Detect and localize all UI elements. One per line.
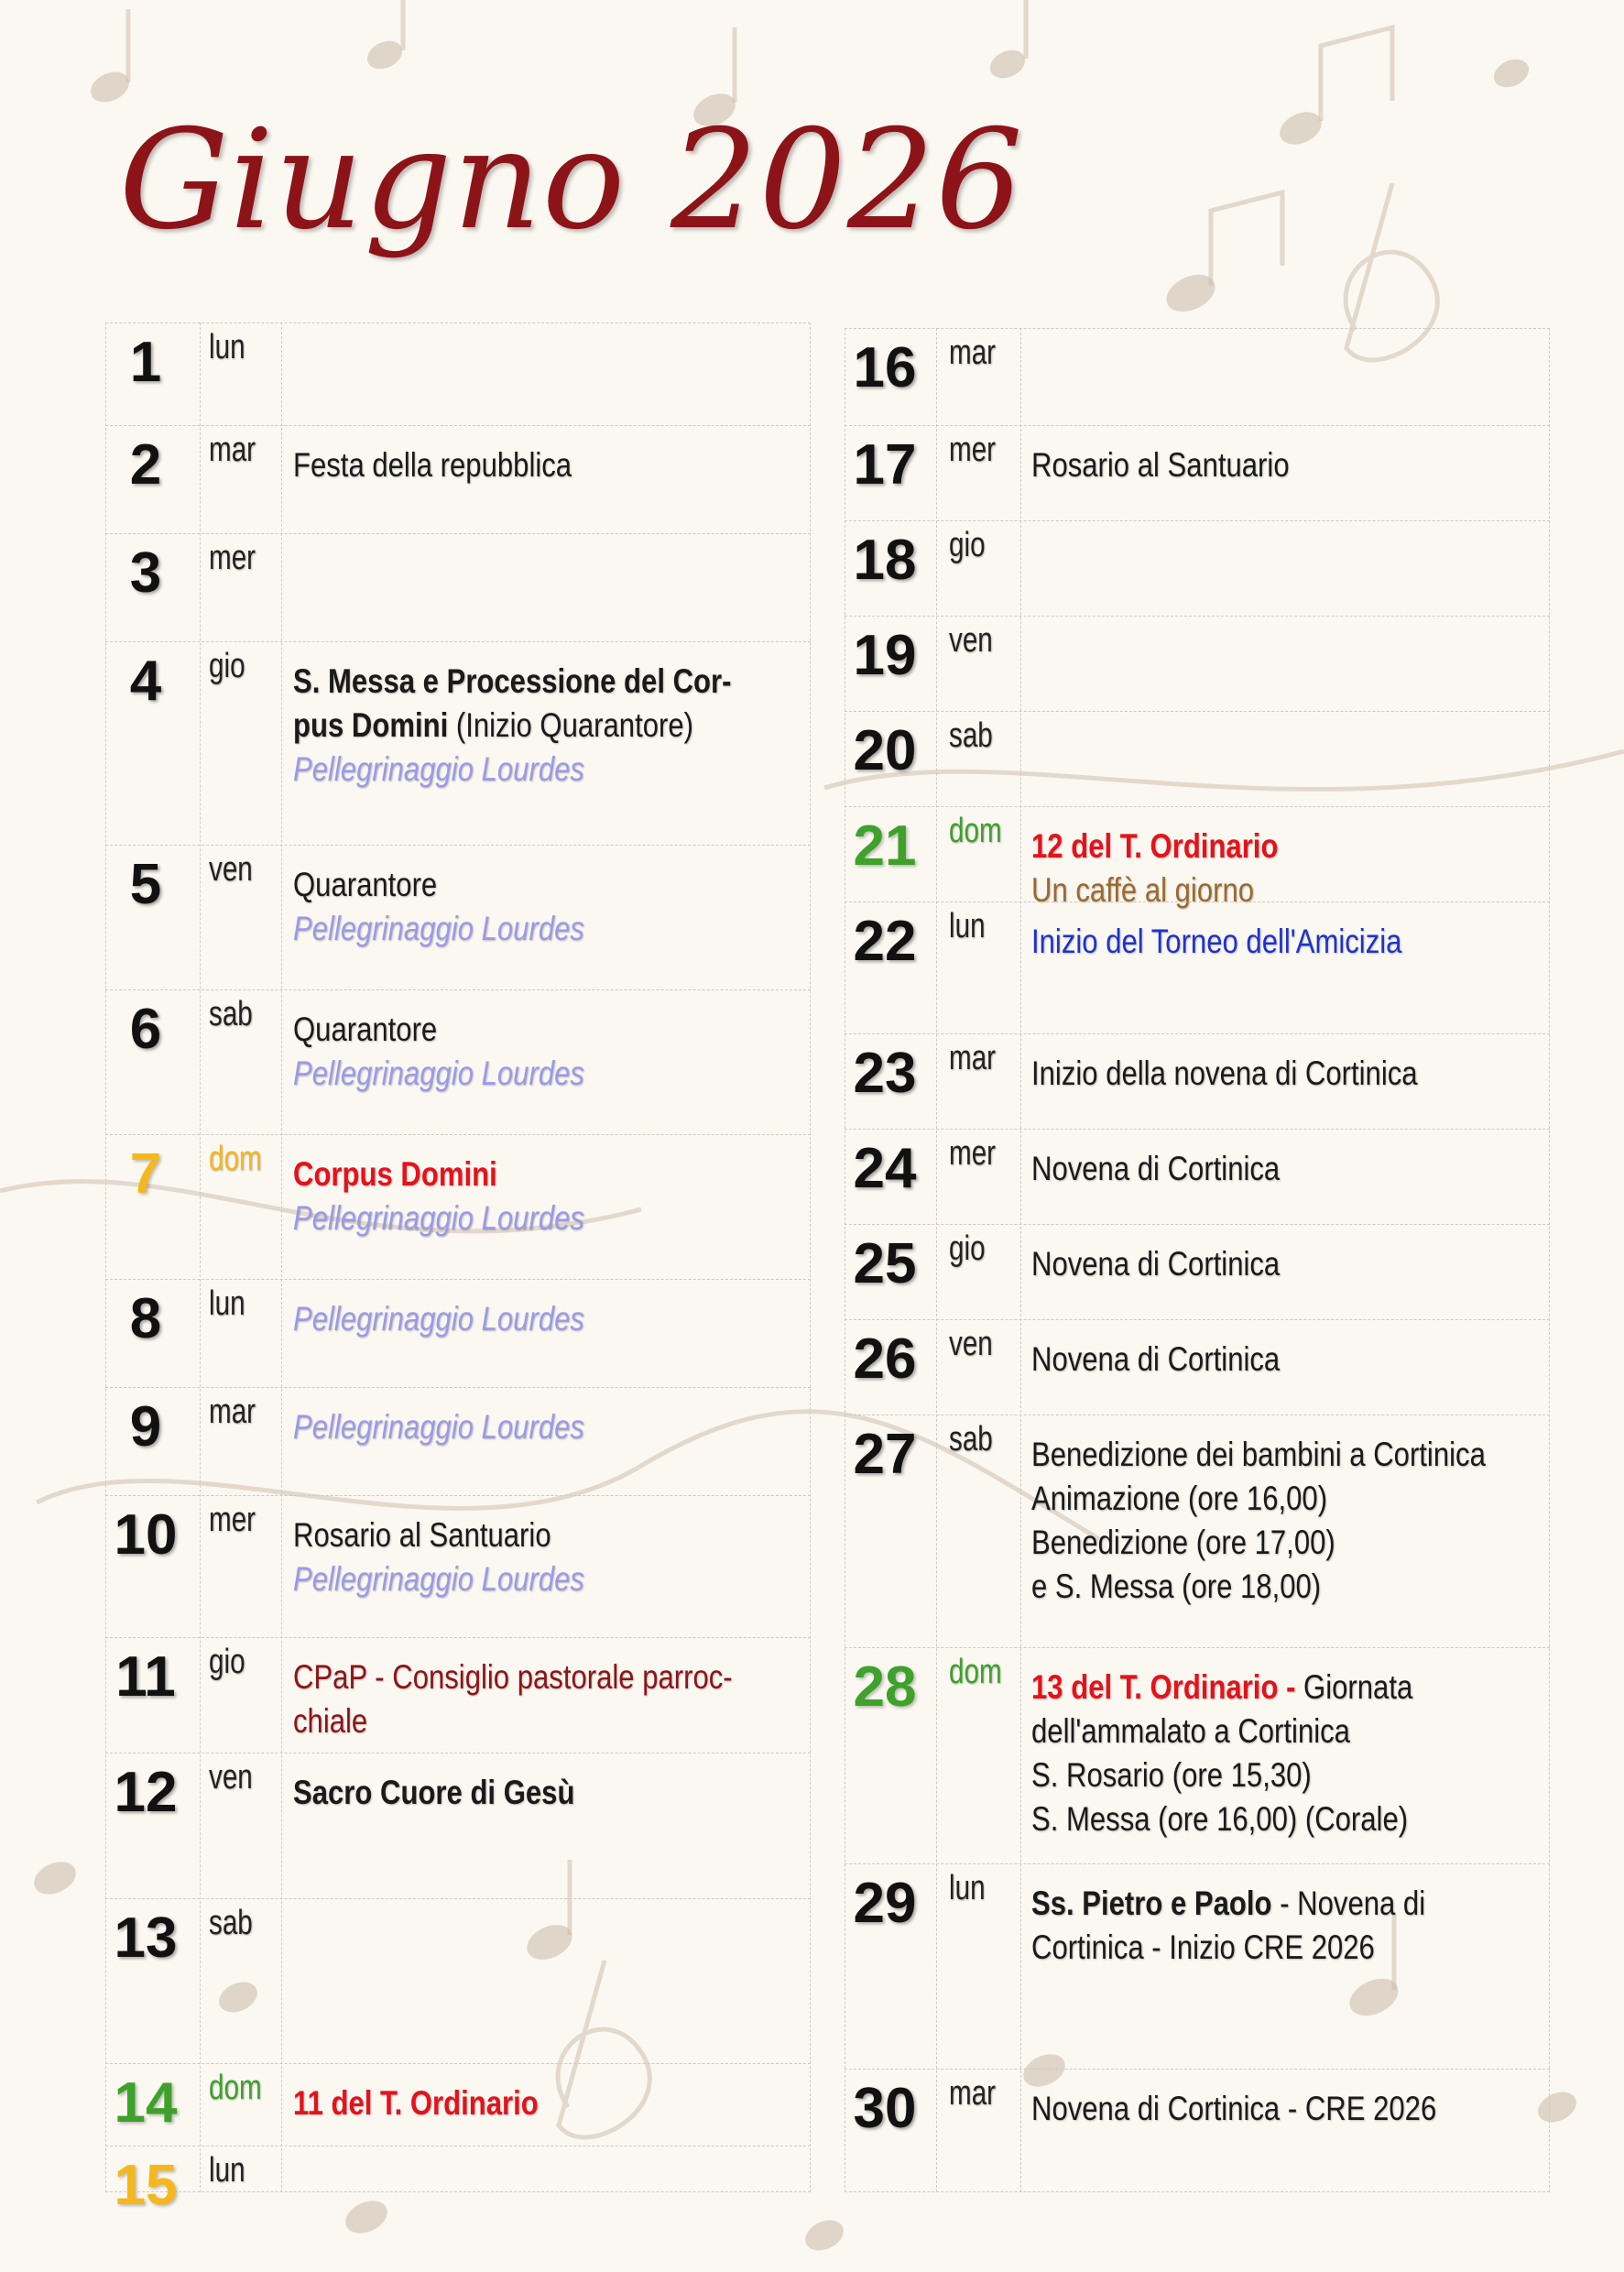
event-line [293, 704, 731, 748]
event-line [293, 863, 584, 907]
event-line [293, 748, 731, 792]
event-text-suffix: (Inizio Quarantore) [455, 706, 693, 744]
event-text: Inizio del Torneo dell'Amicizia [1031, 923, 1402, 960]
calendar-column-left [105, 322, 811, 2217]
weekday-label: lun [209, 2151, 245, 2190]
event-list [293, 863, 584, 951]
weekday-label: mar [209, 431, 256, 469]
event-text: dell'ammalato a Cortinica [1031, 1712, 1350, 1750]
event-text-suffix: Giornata [1303, 1668, 1413, 1706]
event-list [293, 1008, 584, 1096]
event-text: Novena di Cortinica [1031, 1340, 1281, 1378]
event-line [1031, 1709, 1412, 1753]
weekday-label: lun [209, 328, 245, 366]
event-text: chiale [293, 1702, 368, 1740]
event-text: 12 del T. Ordinario [1031, 827, 1279, 865]
calendar-day-row [105, 1387, 811, 1495]
calendar-day-row [845, 1033, 1550, 1129]
day-number: 22 [853, 910, 917, 973]
calendar-day-row [105, 845, 811, 989]
event-text: Ss. Pietro e Paolo [1031, 1884, 1272, 1922]
day-number: 25 [853, 1232, 917, 1295]
weekday-label: ven [209, 1758, 253, 1797]
event-line [1031, 1926, 1425, 1970]
event-text: CPaP - Consiglio pastorale parroc- [293, 1658, 733, 1696]
event-list [293, 1405, 584, 1449]
event-list [293, 1771, 574, 1815]
event-list [1031, 920, 1401, 964]
day-number: 17 [853, 433, 917, 497]
event-text: Rosario al Santuario [293, 1516, 551, 1554]
calendar-day-row [845, 711, 1550, 806]
event-line [1031, 1666, 1412, 1709]
event-text: pus Domini [293, 706, 449, 744]
event-line [293, 1297, 584, 1341]
day-number: 12 [114, 1761, 178, 1824]
event-line [1031, 1797, 1412, 1841]
event-text: e S. Messa (ore 18,00) [1031, 1567, 1322, 1605]
event-list [1031, 1666, 1412, 1841]
weekday-label: mer [209, 1501, 256, 1539]
day-number: 21 [853, 814, 917, 878]
day-number: 5 [129, 853, 162, 916]
weekday-label: sab [209, 995, 253, 1033]
day-number: 4 [129, 650, 162, 713]
day-number: 30 [853, 2077, 917, 2140]
day-number: 15 [114, 2154, 178, 2217]
event-line [293, 907, 584, 951]
event-text: Pellegrinaggio Lourdes [293, 1560, 584, 1598]
calendar-day-row [845, 1647, 1550, 1863]
weekday-label: gio [949, 1229, 986, 1268]
weekday-label: mar [209, 1393, 256, 1431]
event-line [293, 1699, 733, 1743]
event-text: Pellegrinaggio Lourdes [293, 910, 584, 947]
event-text: S. Rosario (ore 15,30) [1031, 1756, 1312, 1794]
event-line [293, 1052, 584, 1096]
weekday-label: sab [949, 716, 993, 755]
event-text: Pellegrinaggio Lourdes [293, 1054, 584, 1092]
event-list [293, 1513, 584, 1601]
weekday-label: mar [949, 333, 997, 372]
event-line [1031, 1433, 1486, 1477]
event-line [1031, 1242, 1280, 1286]
calendar-day-row [105, 2063, 811, 2146]
weekday-label: mer [949, 431, 997, 469]
event-line [1031, 1477, 1486, 1521]
event-list [293, 2081, 539, 2125]
event-line [293, 1008, 584, 1052]
calendar-day-row [105, 533, 811, 641]
event-line [293, 1405, 584, 1449]
event-line [293, 1513, 584, 1557]
day-number: 9 [129, 1395, 162, 1458]
event-text: Benedizione (ore 17,00) [1031, 1524, 1335, 1561]
day-number: 1 [129, 331, 162, 394]
event-text: Benedizione dei bambini a Cortinica [1031, 1436, 1486, 1473]
weekday-label: gio [949, 526, 986, 564]
event-text: 13 del T. Ordinario - [1031, 1668, 1296, 1706]
weekday-label: ven [209, 850, 253, 889]
day-number: 23 [853, 1042, 917, 1105]
event-list [293, 1655, 733, 1743]
event-line [1031, 1147, 1280, 1191]
event-text: Animazione (ore 16,00) [1031, 1480, 1328, 1517]
event-line [1031, 1753, 1412, 1797]
weekday-label: mar [949, 1039, 997, 1077]
weekday-label: lun [949, 907, 986, 945]
day-number: 24 [853, 1137, 917, 1200]
page-title: Giugno 2026 [119, 101, 1024, 260]
event-line [293, 1655, 733, 1699]
event-text: Pellegrinaggio Lourdes [293, 1300, 584, 1338]
event-text: S. Messa (ore 16,00) (Corale) [1031, 1800, 1409, 1838]
event-text: S. Messa e Processione del Cor- [293, 662, 732, 700]
day-number: 10 [114, 1503, 178, 1567]
event-line [293, 1196, 584, 1240]
event-text: Cortinica - Inizio CRE 2026 [1031, 1928, 1375, 1966]
calendar-day-row [845, 1863, 1550, 2069]
event-text: Corpus Domini [293, 1155, 497, 1193]
event-line [1031, 920, 1401, 964]
calendar-day-row [105, 1753, 811, 1898]
event-list [1031, 1882, 1425, 1970]
day-number: 20 [853, 719, 917, 782]
event-text: Rosario al Santuario [1031, 446, 1290, 484]
weekday-label: mar [949, 2074, 997, 2113]
calendar-day-row [845, 1224, 1550, 1319]
calendar-day-row [105, 1898, 811, 2063]
event-text: Quarantore [293, 866, 438, 903]
weekday-label: ven [949, 1325, 993, 1363]
weekday-label: dom [209, 1140, 262, 1178]
calendar-day-row [105, 1495, 811, 1637]
event-line [1031, 1052, 1418, 1096]
event-text: Pellegrinaggio Lourdes [293, 1408, 584, 1446]
event-line [293, 1152, 584, 1196]
calendar-column-right [845, 328, 1550, 2192]
event-line [293, 443, 572, 487]
event-text: Novena di Cortinica [1031, 1150, 1281, 1187]
event-line [1031, 1521, 1486, 1565]
weekday-label: sab [949, 1420, 993, 1458]
calendar-day-row [845, 901, 1550, 1033]
calendar-day-row [105, 1279, 811, 1387]
weekday-label: dom [209, 2069, 262, 2107]
event-list [293, 1152, 584, 1240]
day-number: 2 [129, 433, 162, 497]
event-list [1031, 1147, 1280, 1191]
day-number: 11 [115, 1645, 176, 1709]
event-line [1031, 1565, 1486, 1609]
event-text: Festa della repubblica [293, 446, 572, 484]
weekday-label: lun [209, 1284, 245, 1323]
day-number: 26 [853, 1327, 917, 1391]
day-number: 27 [853, 1423, 917, 1486]
calendar-day-row [845, 1415, 1550, 1647]
calendar-day-row [845, 328, 1550, 425]
calendar-day-row [845, 520, 1550, 616]
day-number: 14 [114, 2071, 178, 2135]
event-line [1031, 1338, 1280, 1382]
weekday-label: mer [949, 1134, 997, 1173]
weekday-label: sab [209, 1904, 253, 1942]
weekday-label: gio [209, 647, 245, 685]
event-text: 11 del T. Ordinario [293, 2084, 539, 2122]
calendar-day-row [105, 989, 811, 1134]
event-list [293, 1297, 584, 1341]
weekday-label: lun [949, 1869, 986, 1907]
day-number: 3 [129, 541, 162, 605]
event-line [293, 660, 731, 704]
event-line [293, 1771, 574, 1815]
calendar-day-row [845, 1319, 1550, 1415]
weekday-label: dom [949, 812, 1002, 850]
event-list [293, 443, 572, 487]
day-number: 6 [129, 998, 162, 1061]
day-number: 13 [114, 1906, 178, 1970]
weekday-label: dom [949, 1653, 1002, 1691]
calendar-day-row [105, 1637, 811, 1753]
event-text: Inizio della novena di Cortinica [1031, 1054, 1418, 1092]
calendar-day-row [105, 425, 811, 533]
event-line [1031, 825, 1278, 868]
event-line [1031, 2087, 1436, 2131]
event-list [1031, 1433, 1486, 1609]
event-line [1031, 443, 1290, 487]
event-text: Quarantore [293, 1010, 438, 1048]
calendar-day-row [845, 616, 1550, 711]
weekday-label: gio [209, 1643, 245, 1681]
calendar-day-row [845, 806, 1550, 909]
day-number: 8 [129, 1287, 162, 1350]
event-text: Un caffè al giorno [1031, 871, 1255, 909]
calendar-day-row [845, 2069, 1550, 2191]
weekday-label: ven [949, 621, 993, 660]
event-text-suffix: - Novena di [1280, 1884, 1426, 1922]
calendar-day-row [105, 322, 811, 425]
day-number: 28 [853, 1655, 917, 1719]
event-line [293, 1557, 584, 1601]
calendar-day-row [105, 1134, 811, 1279]
event-text: Pellegrinaggio Lourdes [293, 750, 584, 788]
event-list [1031, 1338, 1280, 1382]
event-text: Sacro Cuore di Gesù [293, 1774, 575, 1811]
event-list [1031, 1242, 1280, 1286]
event-list [1031, 2087, 1436, 2131]
day-number: 29 [853, 1872, 917, 1935]
event-list [1031, 443, 1290, 487]
calendar-day-row [845, 425, 1550, 520]
day-number: 16 [853, 336, 917, 399]
day-number: 7 [129, 1142, 162, 1206]
event-list [1031, 825, 1278, 912]
day-number: 19 [853, 624, 917, 687]
event-line [293, 2081, 539, 2125]
event-text: Novena di Cortinica - CRE 2026 [1031, 2090, 1437, 2127]
calendar-day-row [105, 641, 811, 845]
calendar-day-row [845, 1129, 1550, 1224]
event-line [1031, 1882, 1425, 1926]
event-text: Pellegrinaggio Lourdes [293, 1199, 584, 1237]
event-list [293, 660, 731, 792]
event-list [1031, 1052, 1418, 1096]
day-number: 18 [853, 529, 917, 592]
calendar-day-row [105, 2146, 811, 2217]
event-text: Novena di Cortinica [1031, 1245, 1281, 1283]
weekday-label: mer [209, 539, 256, 577]
